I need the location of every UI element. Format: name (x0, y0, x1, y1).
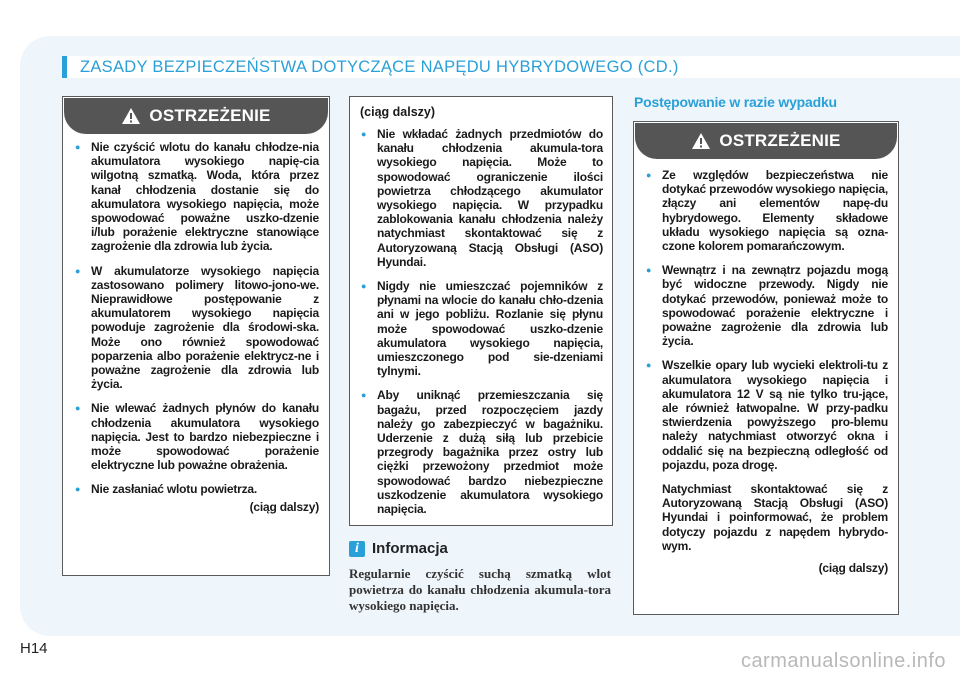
watermark: carmanualsonline.info (740, 650, 946, 672)
page-number: H14 (20, 640, 48, 657)
info-title: Informacja (372, 540, 448, 557)
middle-item: ● Nigdy nie umieszczać pojemników z płynami na wlocie do kanału chło-dzenia ani w jego pobliżu. Rozlanie się płynu może spowodować uszko-dzenie akumulatora wysokiego napięcia, umieszczonego pod sie-dzeniami tylnymi. (360, 279, 603, 378)
left-warning-title: OSTRZEŻENIE (149, 106, 271, 125)
middle-content (360, 105, 603, 526)
accident-item: ● Ze względów bezpieczeństwa nie dotykać przewodów wysokiego napięcia, złączy ani elementów napę-du hybrydowego. Elementy składowe układu wysokiego napięcia są ozna-czone kolorem pomarańczowym. (645, 168, 888, 253)
accident-heading: Postępowanie w razie wypadku (634, 94, 837, 110)
accident-content (645, 168, 888, 575)
info-body: Regularnie czyścić suchą szmatką wlot powietrza do kanału chłodzenia akumula-tora wysokiego napięcia. (349, 566, 611, 613)
warning-triangle-icon (691, 132, 711, 150)
left-continued-label: (ciąg dalszy) (249, 499, 319, 514)
left-warning-item: ● Nie czyścić wlotu do kanału chłodze-nia akumulatora wysokiego napię-cia wilgotną szmatką. Woda, która przez kanał chłodzenia dostanie się do akumulatora wysokiego napięcia, może spowodować poważne uszko-dzenie i/lub porażenie elektryczne stanowiące zagrożenie dla zdrowia lub życia. (74, 140, 319, 254)
middle-item: ● Aby uniknąć przemieszczania się bagażu, przed rozpoczęciem jazdy należy go zabezpieczyć w bagażniku. Uderzenie z dużą siłą lub przebicie przegrody bagażnika przez ostry lub ciężki przewożony przedmiot może spowodować bardzo niebezpieczne uszkodzenie akumulatora wysokiego napięcia. (360, 388, 603, 516)
left-warning-content (74, 140, 319, 514)
accident-warning-header (635, 123, 897, 159)
warning-triangle-icon (121, 107, 141, 125)
left-warning-item: ● Nie wlewać żadnych płynów do kanału chłodzenia akumulatora wysokiego napięcia. Jest to bardzo niebezpieczne i może spowodować porażenie elektryczne lub poważne obrażenia. (74, 401, 319, 472)
left-warning-header (64, 98, 328, 134)
accident-warning-box (633, 121, 899, 615)
left-warning-item: ● W akumulatorze wysokiego napięcia zastosowano polimery litowo-jono-we. Nieprawidłowe postępowanie z akumulatorem wysokiego napięcia powoduje zagrożenie dla środowi-ska. Może ono również spowodować poparzenia albo porażenie elektrycz-ne i poważne zagrożenie dla zdrowia lub życia. (74, 264, 319, 392)
middle-continuation-box (349, 96, 613, 526)
info-icon: i (349, 541, 365, 557)
title-accent-bar (62, 56, 67, 78)
middle-continued-header: (ciąg dalszy) (360, 105, 436, 119)
left-warning-item: ● Nie zasłaniać wlotu powietrza. (74, 482, 319, 496)
section-title: ZASADY BEZPIECZEŃSTWA DOTYCZĄCE NAPĘDU HYBRYDOWEGO (CD.) (80, 58, 679, 76)
accident-continued-label: (ciąg dalszy) (818, 561, 888, 576)
middle-item: ● Nie wkładać żadnych przedmiotów do kanału chłodzenia akumula-tora wysokiego napięcia. Może to spowodować ograniczenie ilości powietrza chłodzącego akumulator wysokiego napięcia. W przypadku zablokowania kanału chłodzenia należy natychmiast skontaktować się z Autoryzowaną Stacją Obsługi (ASO) Hyundai. (360, 127, 603, 269)
accident-item: ● Wewnątrz i na zewnątrz pojazdu mogą być widoczne przewody. Nigdy nie dotykać przewodów, ponieważ może to spowodować porażenie elektryczne i poważne zagrożenie dla zdrowia lub życia. (645, 263, 888, 348)
accident-warning-title: OSTRZEŻENIE (719, 131, 841, 150)
accident-item: ● Wszelkie opary lub wycieki elektroli-tu z akumulatora wysokiego napięcia i akumulatora 12 V są nie tylko tru-jące, ale również łatwopalne. W przy-padku stwierdzenia powyższego pro-blemu należy natychmiast otworzyć okna i oddalić się na bezpieczną odległość od pojazdu, poza drogę. (645, 358, 888, 472)
left-warning-box (62, 96, 330, 576)
accident-paragraph: Natychmiast skontaktować się z Autoryzowaną Stacją Obsługi (ASO) Hyundai i poinformować, że problem dotyczy pojazdu z napędem hybrydo-wym. (662, 482, 888, 553)
